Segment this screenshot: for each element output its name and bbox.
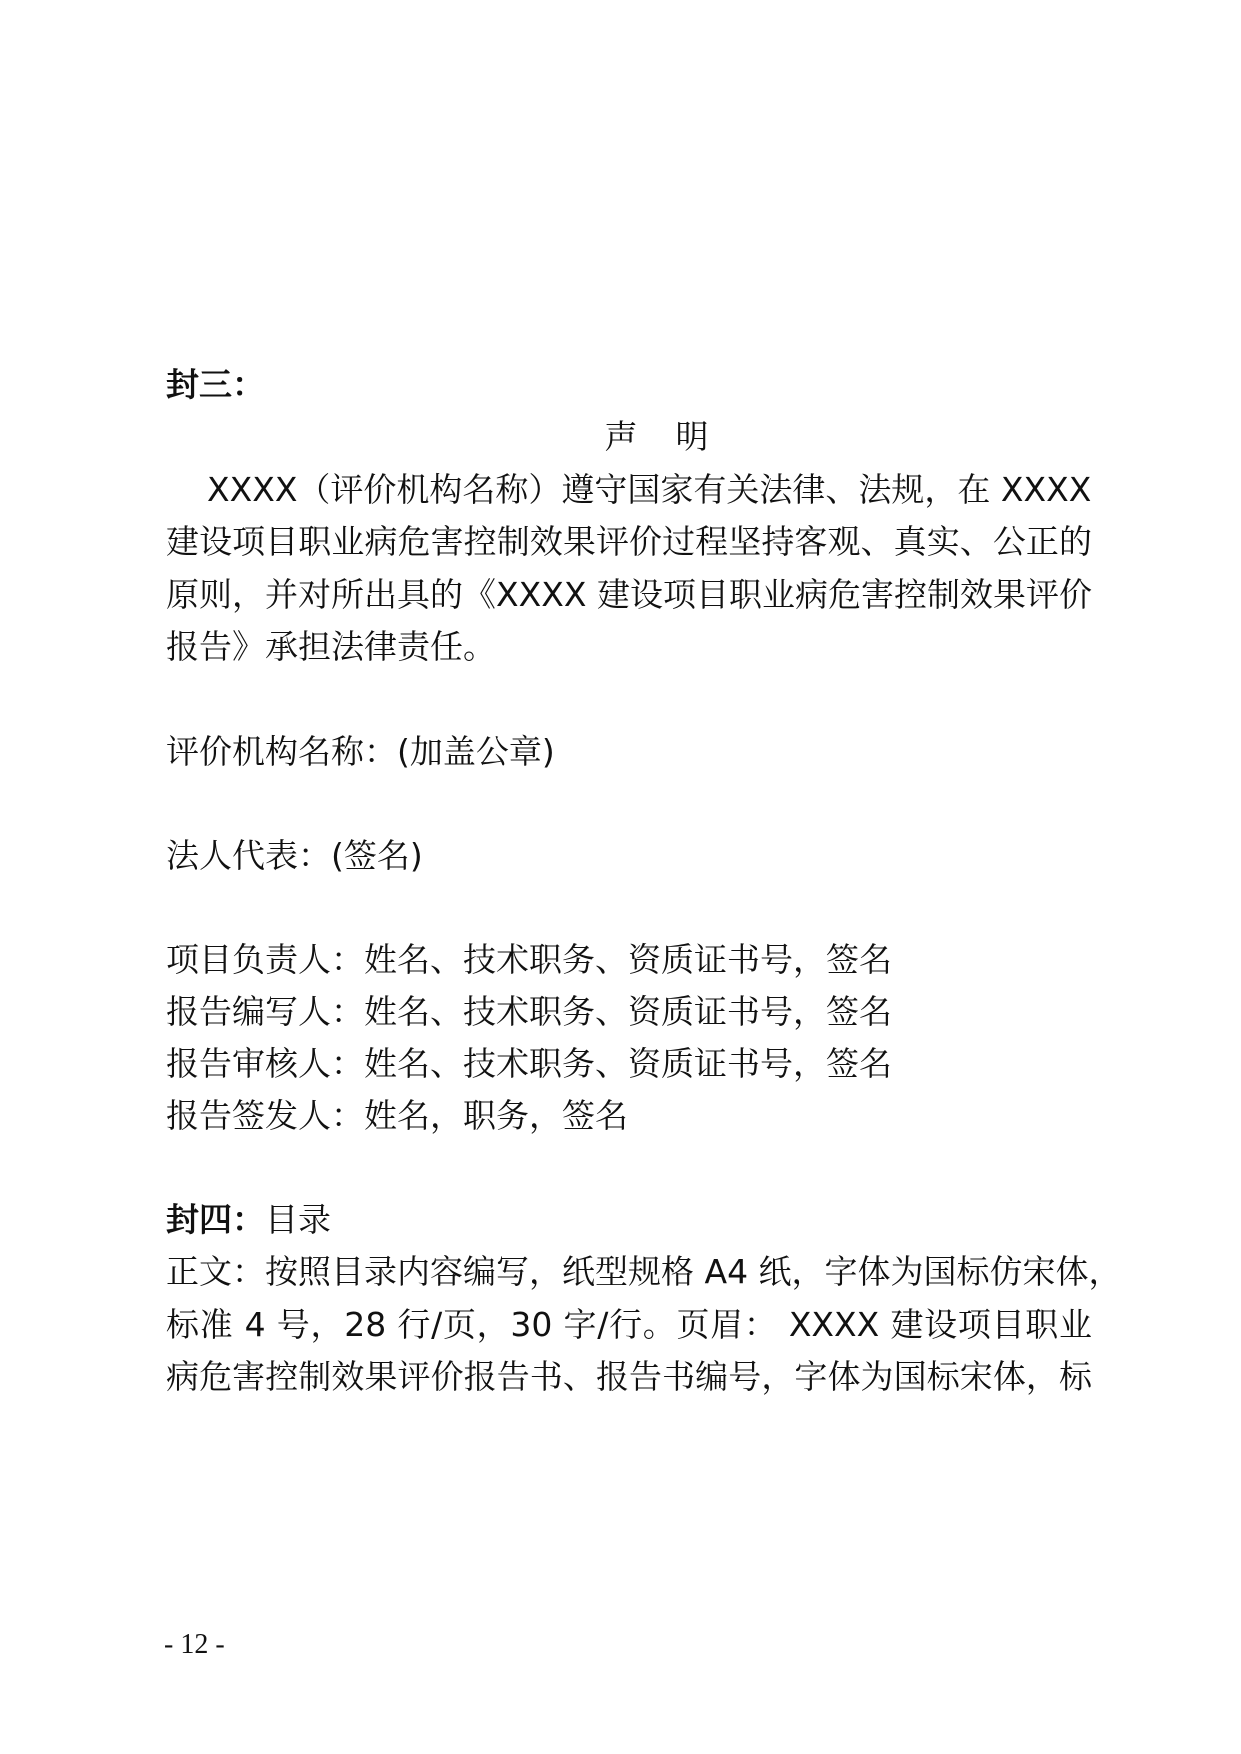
cover4-text: 目录 (265, 1200, 331, 1239)
body-line-3: 病危害控制效果评价报告书、报告书编号，字体为国标宋体，标 (166, 1357, 1092, 1396)
body-line-2: 标准 4 号，28 行/页，30 字/行。页眉： XXXX 建设项目职业 (166, 1305, 1092, 1344)
cover3-heading: 封三： (166, 365, 265, 404)
report-reviewer-line: 报告审核人：姓名、技术职务、资质证书号，签名 (166, 1044, 892, 1083)
legal-representative-line: 法人代表：(签名) (166, 836, 423, 875)
statement-title (0, 417, 1241, 457)
statement-paragraph-line-3: 原则，并对所出具的《XXXX 建设项目职业病危害控制效果评价 (166, 575, 1092, 614)
statement-title-left: 声 (604, 417, 638, 456)
statement-title-right: 明 (675, 417, 709, 456)
report-issuer-line: 报告签发人：姓名，职务，签名 (166, 1096, 628, 1135)
statement-paragraph-line-4: 报告》承担法律责任。 (166, 627, 496, 666)
cover4-heading: 封四： (166, 1200, 265, 1239)
statement-paragraph-line-2: 建设项目职业病危害控制效果评价过程坚持客观、真实、公正的 (166, 522, 1092, 561)
cover4-line (166, 1200, 331, 1240)
body-line-1: 正文：按照目录内容编写，纸型规格 A4 纸，字体为国标仿宋体， (166, 1252, 1122, 1291)
statement-paragraph-line-1: XXXX（评价机构名称）遵守国家有关法律、法规，在 XXXX (207, 470, 1092, 509)
page-number: - 12 - (164, 1629, 225, 1660)
project-leader-line: 项目负责人：姓名、技术职务、资质证书号，签名 (166, 940, 892, 979)
report-writer-line: 报告编写人：姓名、技术职务、资质证书号，签名 (166, 992, 892, 1031)
institution-name-line: 评价机构名称：(加盖公章) (166, 732, 555, 771)
